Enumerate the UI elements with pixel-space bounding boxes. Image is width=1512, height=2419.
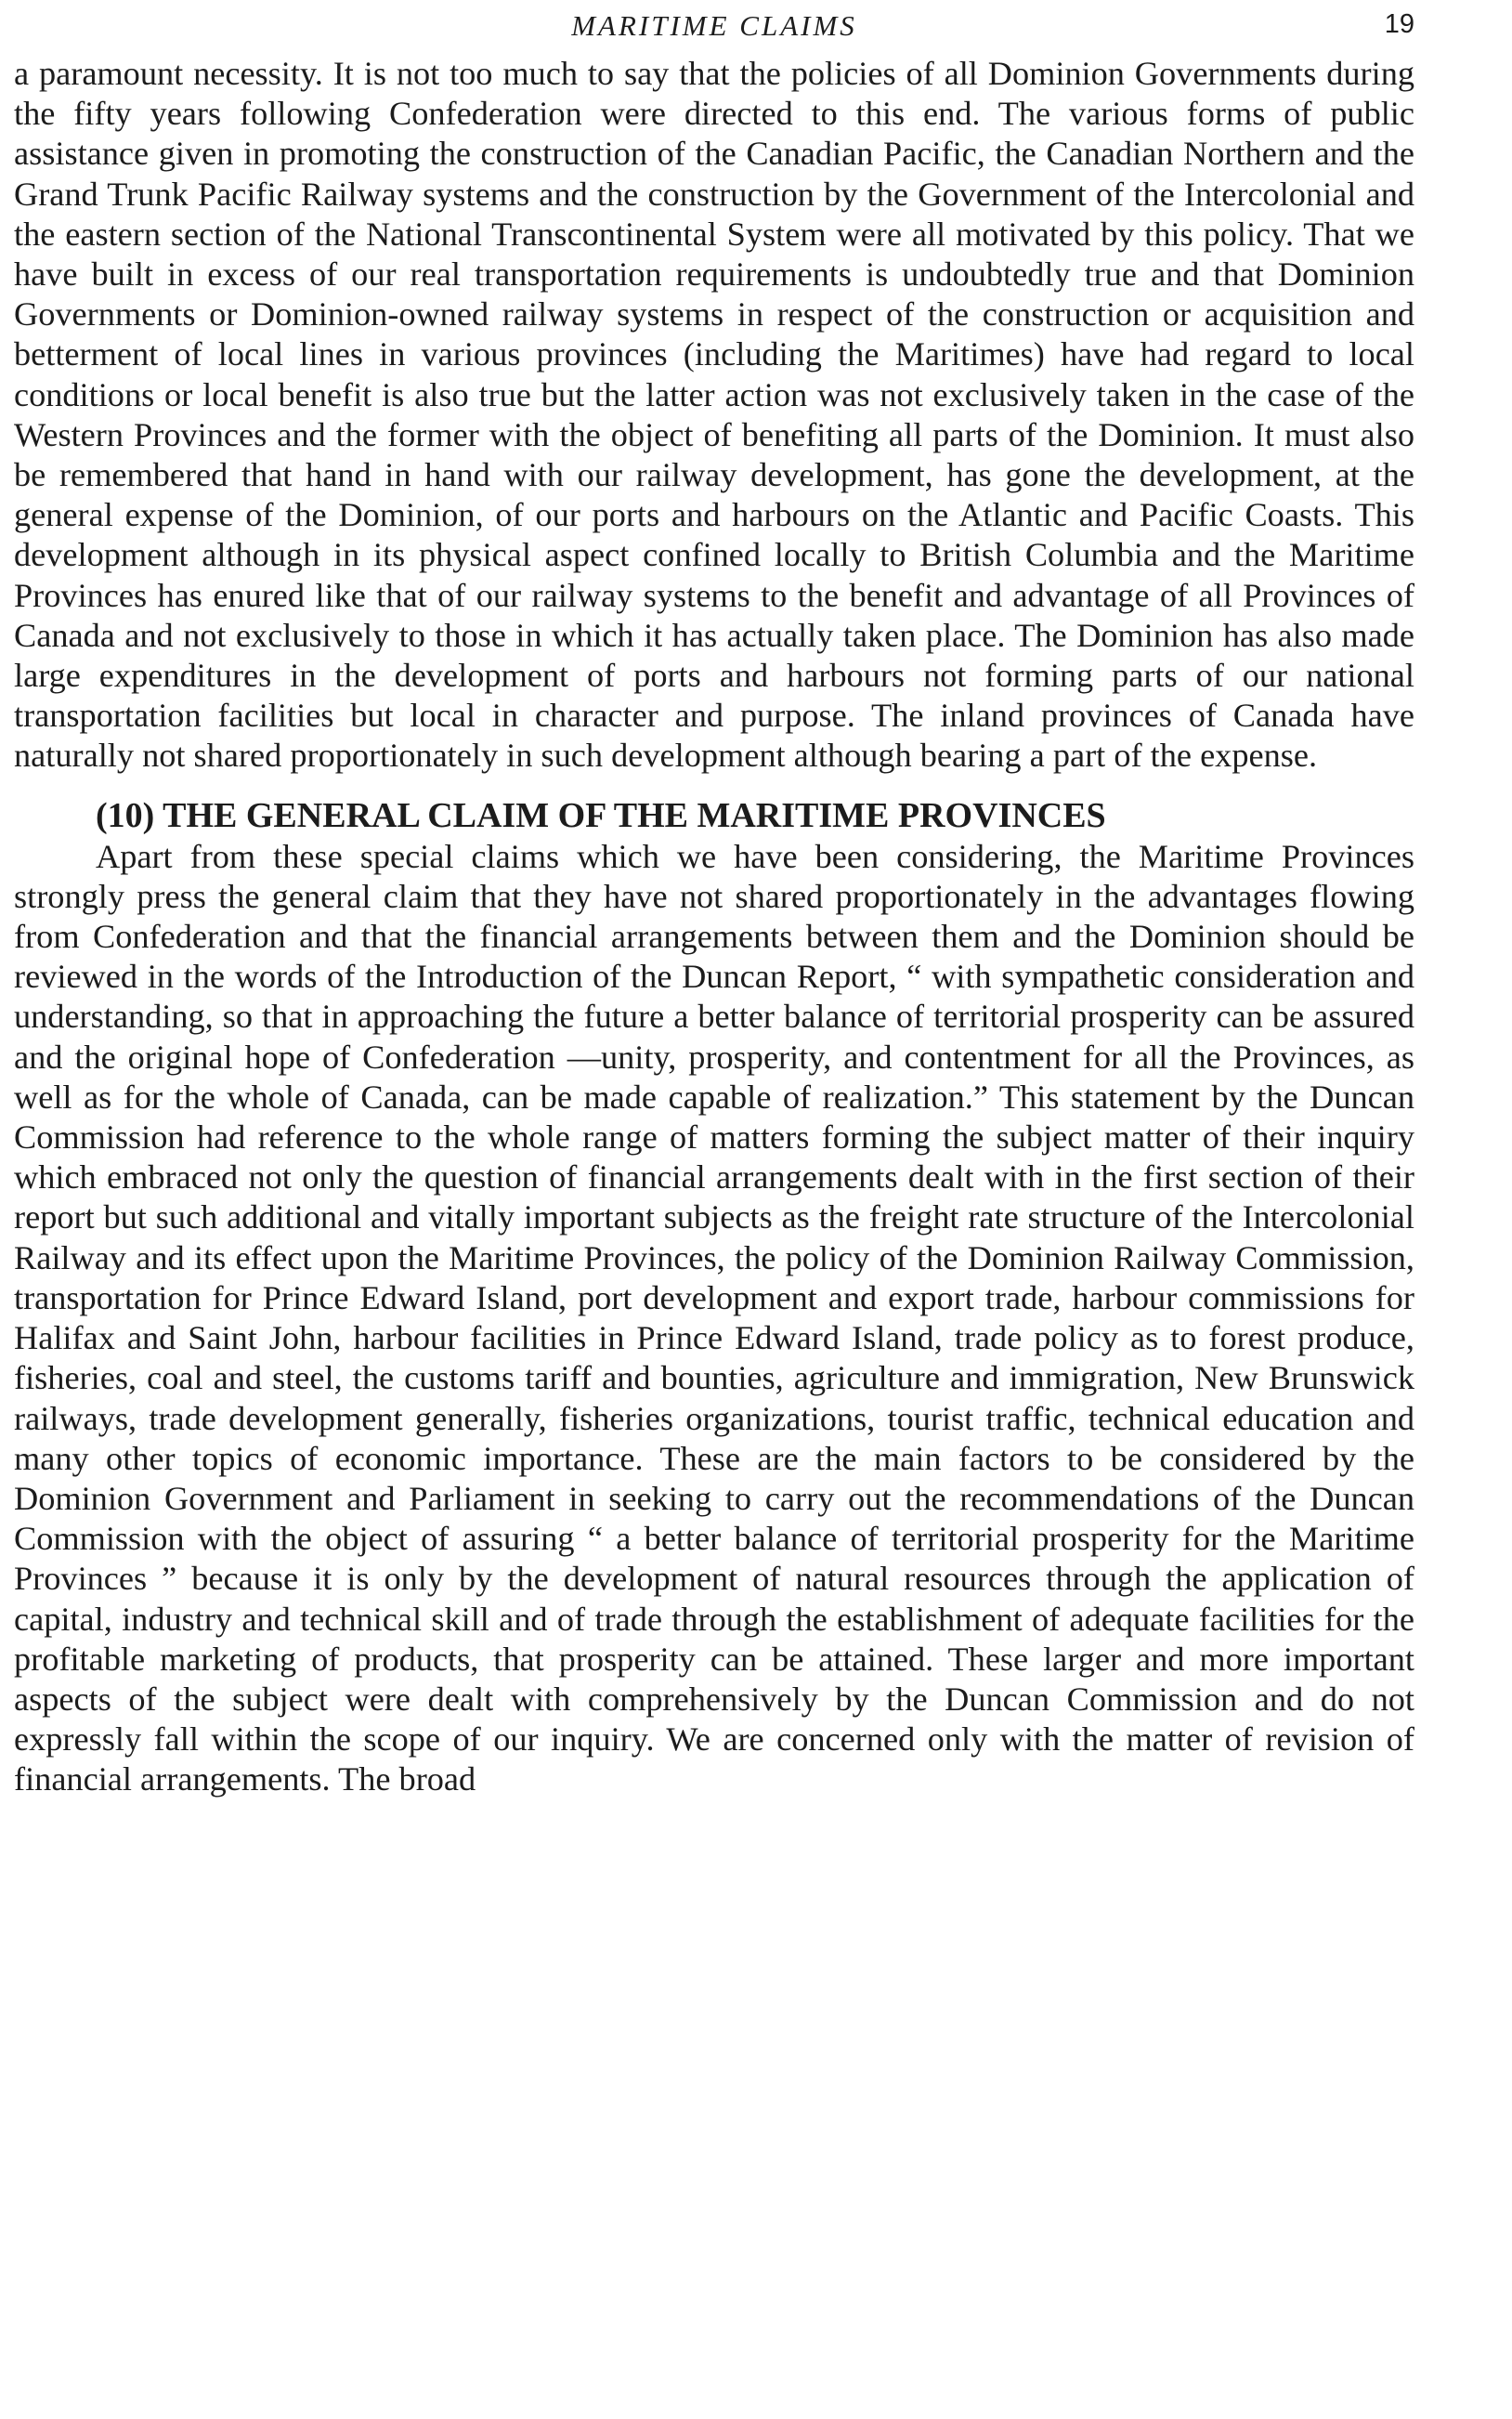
page-number: 19: [1384, 9, 1414, 39]
body-paragraph-1: a paramount necessity. It is not too much to say that the policies of all Dominion Governments during the fifty years following Confederation were directed to this end. The various forms of public assistance given in promoting the construction of the Canadian Pacific, the Canadian Northern and the Grand Trunk Pacific Railway systems and the construction by the Government of the Intercolonial and the eastern section of the National Transcontinental System were all motivated by this policy. That we have built in excess of our real transportation requirements is undoubtedly true and that Dominion Governments or Dominion-owned railway systems in respect of the construction or acquisition and betterment of local lines in various provinces (including the Maritimes) have had regard to local conditions or local benefit is also true but the latter action was not exclusively taken in the case of the Western Provinces and the former with the object of benefiting all parts of the Dominion. It must also be remembered that hand in hand with our railway development, has gone the development, at the general expense of the Dominion, of our ports and harbours on the Atlantic and Pacific Coasts. This development although in its physical aspect confined locally to British Columbia and the Maritime Provinces has enured like that of our railway systems to the benefit and advantage of all Provinces of Canada and not exclusively to those in which it has actually taken place. The Dominion has also made large expenditures in the development of ports and harbours not forming parts of our national transportation facilities but local in character and purpose. The inland provinces of Canada have naturally not shared proportionately in such development although bearing a part of the expense.: [14, 55, 1414, 775]
running-title: MARITIME CLAIMS: [571, 9, 857, 42]
section-heading: (10) THE GENERAL CLAIM OF THE MARITIME PROVINCES: [96, 795, 1106, 835]
running-header: [14, 0, 1414, 54]
page: [14, 0, 1414, 1800]
body-paragraph-2: Apart from these special claims which we have been considering, the Maritime Provinces strongly press the general claim that they have not shared proportionately in the advantages flowing from Confederation and that the financial arrangements between them and the Dominion should be reviewed in the words of the Introduction of the Duncan Report, “ with sympathetic consideration and understanding, so that in approaching the future a better balance of territorial prosperity can be assured and the original hope of Confederation —unity, prosperity, and contentment for all the Provinces, as well as for the whole of Canada, can be made capable of realization.” This statement by the Duncan Commission had reference to the whole range of matters forming the subject matter of their inquiry which embraced not only the question of financial arrangements dealt with in the first section of their report but such additional and vitally important subjects as the freight rate structure of the Intercolonial Railway and its effect upon the Maritime Provinces, the policy of the Dominion Railway Commission, transportation for Prince Edward Island, port development and export trade, harbour commissions for Halifax and Saint John, harbour facilities in Prince Edward Island, trade policy as to forest produce, fisheries, coal and steel, the customs tariff and bounties, agriculture and immigration, New Brunswick railways, trade development generally, fisheries organizations, tourist traffic, technical education and many other topics of economic importance. These are the main factors to be considered by the Dominion Government and Parliament in seeking to carry out the recommendations of the Duncan Commission with the object of assuring “ a better balance of territorial prosperity for the Maritime Provinces ” because it is only by the development of natural resources through the application of capital, industry and technical skill and of trade through the establishment of adequate facilities for the profitable marketing of products, that prosperity can be attained. These larger and more important aspects of the subject were dealt with comprehensively by the Duncan Commission and do not expressly fall within the scope of our inquiry. We are concerned only with the matter of revision of financial arrangements. The broad: [14, 837, 1414, 1798]
